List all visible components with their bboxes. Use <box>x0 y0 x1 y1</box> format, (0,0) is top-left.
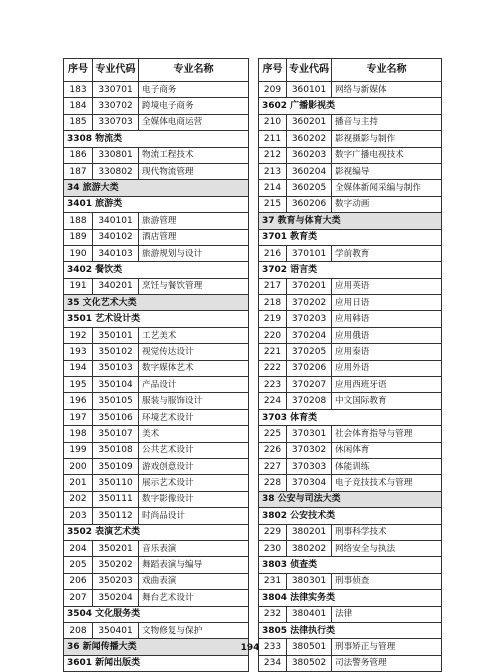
cell-name: 美术 <box>139 426 249 442</box>
subcategory-label: 3804 法律实务类 <box>259 590 442 606</box>
cell-no: 196 <box>64 393 93 409</box>
cell-code: 370204 <box>287 327 332 343</box>
category-row <box>64 295 249 311</box>
subcategory-row <box>64 524 249 540</box>
cell-name: 工艺美术 <box>139 327 249 343</box>
cell-name: 跨境电子商务 <box>139 98 249 114</box>
table-row <box>259 163 442 179</box>
cell-name: 视觉传达设计 <box>139 344 249 360</box>
table-row <box>259 114 442 130</box>
cell-code: 330703 <box>93 114 139 130</box>
cell-no: 219 <box>259 311 287 327</box>
cell-name: 应用俄语 <box>332 327 442 343</box>
cell-code: 350108 <box>93 442 139 458</box>
page-number: 194 <box>240 643 260 653</box>
subcategory-row <box>64 606 249 622</box>
subcategory-label: 3501 艺术设计类 <box>64 311 249 327</box>
table-row <box>259 475 442 491</box>
table-row <box>64 327 249 343</box>
cell-name: 应用泰语 <box>332 344 442 360</box>
cell-code: 350111 <box>93 491 139 507</box>
cell-name: 数字影像设计 <box>139 491 249 507</box>
table-row <box>64 278 249 294</box>
cell-name: 应用韩语 <box>332 311 442 327</box>
cell-name: 音乐表演 <box>139 540 249 556</box>
cell-code: 350112 <box>93 508 139 524</box>
cell-name: 法律 <box>332 606 442 622</box>
cell-code: 350103 <box>93 360 139 376</box>
cell-no: 223 <box>259 377 287 393</box>
cell-no: 217 <box>259 278 287 294</box>
subcategory-label: 3805 法律执行类 <box>259 622 442 638</box>
cell-no: 221 <box>259 344 287 360</box>
table-row <box>259 344 442 360</box>
cell-no: 225 <box>259 426 287 442</box>
cell-code: 360202 <box>287 131 332 147</box>
cell-no: 224 <box>259 393 287 409</box>
cell-no: 184 <box>64 98 93 114</box>
cell-name: 服装与服饰设计 <box>139 393 249 409</box>
right-table <box>258 58 442 672</box>
subcategory-row <box>259 262 442 278</box>
cell-code: 370301 <box>287 426 332 442</box>
cell-code: 360205 <box>287 180 332 196</box>
cell-no: 205 <box>64 557 93 573</box>
cell-name: 刑事矫正与管理 <box>332 639 442 655</box>
table-row <box>259 442 442 458</box>
table-row <box>64 245 249 261</box>
cell-code: 350201 <box>93 540 139 556</box>
category-label: 35 文化艺术大类 <box>64 295 249 311</box>
cell-no: 214 <box>259 180 287 196</box>
cell-name: 酒店管理 <box>139 229 249 245</box>
table-row <box>259 180 442 196</box>
cell-code: 350202 <box>93 557 139 573</box>
cell-no: 218 <box>259 295 287 311</box>
cell-name: 数字媒体艺术 <box>139 360 249 376</box>
subcategory-label: 3702 语言类 <box>259 262 442 278</box>
cell-name: 影视摄影与制作 <box>332 131 442 147</box>
table-row <box>259 606 442 622</box>
cell-code: 360203 <box>287 147 332 163</box>
subcategory-row <box>259 622 442 638</box>
cell-name: 现代物流管理 <box>139 163 249 179</box>
header-no: 序号 <box>259 59 287 82</box>
table-row <box>64 590 249 606</box>
cell-name: 戏曲表演 <box>139 573 249 589</box>
table-row <box>64 540 249 556</box>
cell-no: 191 <box>64 278 93 294</box>
table-row <box>259 131 442 147</box>
table-row <box>259 245 442 261</box>
cell-name: 应用西班牙语 <box>332 377 442 393</box>
cell-name: 中文国际教育 <box>332 393 442 409</box>
cell-name: 环境艺术设计 <box>139 409 249 425</box>
subcategory-row <box>259 508 442 524</box>
cell-name: 舞蹈表演与编导 <box>139 557 249 573</box>
table-row <box>64 98 249 114</box>
cell-name: 旅游规划与设计 <box>139 245 249 261</box>
table-row <box>64 147 249 163</box>
cell-code: 370303 <box>287 458 332 474</box>
header-row <box>64 59 249 82</box>
table-row <box>259 295 442 311</box>
cell-no: 231 <box>259 573 287 589</box>
cell-name: 全媒体电商运营 <box>139 114 249 130</box>
header-name: 专业名称 <box>139 59 249 82</box>
cell-name: 体能训练 <box>332 458 442 474</box>
subcategory-row <box>64 131 249 147</box>
cell-name: 刑事侦查 <box>332 573 442 589</box>
cell-no: 201 <box>64 475 93 491</box>
cell-name: 烹饪与餐饮管理 <box>139 278 249 294</box>
cell-name: 应用日语 <box>332 295 442 311</box>
cell-no: 210 <box>259 114 287 130</box>
subcategory-row <box>259 98 442 114</box>
subcategory-row <box>259 229 442 245</box>
header-row <box>259 59 442 82</box>
cell-no: 212 <box>259 147 287 163</box>
cell-code: 380501 <box>287 639 332 655</box>
cell-name: 刑事科学技术 <box>332 524 442 540</box>
table-row <box>64 163 249 179</box>
cell-code: 350105 <box>93 393 139 409</box>
table-row <box>64 557 249 573</box>
cell-no: 186 <box>64 147 93 163</box>
cell-no: 230 <box>259 540 287 556</box>
category-label: 34 旅游大类 <box>64 180 249 196</box>
cell-no: 188 <box>64 213 93 229</box>
cell-name: 应用外语 <box>332 360 442 376</box>
table-row <box>259 82 442 98</box>
cell-name: 旅游管理 <box>139 213 249 229</box>
cell-code: 350106 <box>93 409 139 425</box>
category-label: 38 公安与司法大类 <box>259 491 442 507</box>
subcategory-label: 3504 文化服务类 <box>64 606 249 622</box>
category-label: 36 新闻传播大类 <box>64 639 249 655</box>
cell-code: 350102 <box>93 344 139 360</box>
table-row <box>64 426 249 442</box>
cell-name: 全媒体新闻采编与制作 <box>332 180 442 196</box>
cell-name: 应用英语 <box>332 278 442 294</box>
cell-code: 380401 <box>287 606 332 622</box>
subcategory-label: 3601 新闻出版类 <box>64 655 249 671</box>
cell-no: 203 <box>64 508 93 524</box>
cell-code: 330802 <box>93 163 139 179</box>
cell-no: 189 <box>64 229 93 245</box>
cell-code: 350401 <box>93 622 139 638</box>
table-row <box>259 524 442 540</box>
cell-no: 187 <box>64 163 93 179</box>
cell-code: 340103 <box>93 245 139 261</box>
cell-code: 330701 <box>93 82 139 98</box>
category-row <box>259 213 442 229</box>
subcategory-row <box>259 557 442 573</box>
cell-no: 228 <box>259 475 287 491</box>
cell-name: 物流工程技术 <box>139 147 249 163</box>
subcategory-label: 3602 广播影视类 <box>259 98 442 114</box>
cell-no: 208 <box>64 622 93 638</box>
cell-code: 370207 <box>287 377 332 393</box>
cell-name: 网络安全与执法 <box>332 540 442 556</box>
subcategory-row <box>64 311 249 327</box>
cell-name: 电子竞技技术与管理 <box>332 475 442 491</box>
cell-name: 影视编导 <box>332 163 442 179</box>
cell-no: 233 <box>259 639 287 655</box>
table-row <box>64 409 249 425</box>
cell-name: 司法警务管理 <box>332 655 442 671</box>
table-row <box>64 475 249 491</box>
table-row <box>259 311 442 327</box>
cell-name: 数字动画 <box>332 196 442 212</box>
cell-no: 185 <box>64 114 93 130</box>
table-row <box>259 327 442 343</box>
cell-code: 350107 <box>93 426 139 442</box>
cell-code: 370302 <box>287 442 332 458</box>
cell-name: 网络与新媒体 <box>332 82 442 98</box>
cell-name: 舞台艺术设计 <box>139 590 249 606</box>
cell-name: 产品设计 <box>139 377 249 393</box>
cell-no: 200 <box>64 458 93 474</box>
cell-no: 204 <box>64 540 93 556</box>
table-row <box>259 278 442 294</box>
cell-name: 公共艺术设计 <box>139 442 249 458</box>
cell-no: 215 <box>259 196 287 212</box>
cell-code: 350109 <box>93 458 139 474</box>
cell-no: 232 <box>259 606 287 622</box>
table-row <box>64 508 249 524</box>
category-row <box>64 180 249 196</box>
table-row <box>259 655 442 671</box>
cell-no: 209 <box>259 82 287 98</box>
table-row <box>64 458 249 474</box>
category-label: 37 教育与体育大类 <box>259 213 442 229</box>
cell-no: 197 <box>64 409 93 425</box>
cell-no: 220 <box>259 327 287 343</box>
cell-name: 展示艺术设计 <box>139 475 249 491</box>
cell-code: 350203 <box>93 573 139 589</box>
subcategory-label: 3402 餐饮类 <box>64 262 249 278</box>
subcategory-label: 3308 物流类 <box>64 131 249 147</box>
cell-no: 190 <box>64 245 93 261</box>
cell-no: 234 <box>259 655 287 671</box>
cell-name: 休闲体育 <box>332 442 442 458</box>
table-row <box>259 377 442 393</box>
header-code: 专业代码 <box>287 59 332 82</box>
cell-code: 370206 <box>287 360 332 376</box>
left-table <box>63 58 249 672</box>
cell-code: 340201 <box>93 278 139 294</box>
table-row <box>64 213 249 229</box>
table-row <box>259 426 442 442</box>
cell-code: 380202 <box>287 540 332 556</box>
cell-name: 播音与主持 <box>332 114 442 130</box>
table-row <box>259 196 442 212</box>
cell-name: 社会体育指导与管理 <box>332 426 442 442</box>
cell-no: 192 <box>64 327 93 343</box>
cell-code: 370304 <box>287 475 332 491</box>
table-row <box>64 393 249 409</box>
table-row <box>64 82 249 98</box>
subcategory-label: 3401 旅游类 <box>64 196 249 212</box>
cell-code: 380201 <box>287 524 332 540</box>
subcategory-row <box>64 262 249 278</box>
cell-code: 330702 <box>93 98 139 114</box>
table-row <box>64 573 249 589</box>
cell-no: 202 <box>64 491 93 507</box>
cell-code: 370208 <box>287 393 332 409</box>
table-row <box>259 147 442 163</box>
cell-name: 时尚品设计 <box>139 508 249 524</box>
cell-name: 文物修复与保护 <box>139 622 249 638</box>
cell-no: 213 <box>259 163 287 179</box>
cell-code: 340101 <box>93 213 139 229</box>
cell-name: 数字广播电视技术 <box>332 147 442 163</box>
table-row <box>259 573 442 589</box>
cell-code: 330801 <box>93 147 139 163</box>
cell-code: 370101 <box>287 245 332 261</box>
cell-code: 370201 <box>287 278 332 294</box>
cell-code: 350104 <box>93 377 139 393</box>
cell-no: 207 <box>64 590 93 606</box>
table-row <box>64 114 249 130</box>
cell-name: 学前教育 <box>332 245 442 261</box>
subcategory-row <box>64 655 249 671</box>
cell-no: 194 <box>64 360 93 376</box>
cell-name: 电子商务 <box>139 82 249 98</box>
cell-no: 198 <box>64 426 93 442</box>
table-row <box>259 458 442 474</box>
cell-code: 360204 <box>287 163 332 179</box>
cell-code: 360201 <box>287 114 332 130</box>
cell-code: 360206 <box>287 196 332 212</box>
header-no: 序号 <box>64 59 93 82</box>
cell-code: 380301 <box>287 573 332 589</box>
table-row <box>259 540 442 556</box>
table-row <box>64 229 249 245</box>
table-row <box>259 393 442 409</box>
cell-no: 216 <box>259 245 287 261</box>
header-name: 专业名称 <box>332 59 442 82</box>
cell-code: 340102 <box>93 229 139 245</box>
subcategory-row <box>64 196 249 212</box>
subcategory-label: 3502 表演艺术类 <box>64 524 249 540</box>
header-code: 专业代码 <box>93 59 139 82</box>
cell-code: 360101 <box>287 82 332 98</box>
subcategory-label: 3703 体育类 <box>259 409 442 425</box>
subcategory-label: 3803 侦查类 <box>259 557 442 573</box>
table-row <box>64 622 249 638</box>
cell-no: 229 <box>259 524 287 540</box>
subcategory-label: 3701 教育类 <box>259 229 442 245</box>
cell-no: 206 <box>64 573 93 589</box>
cell-code: 350204 <box>93 590 139 606</box>
subcategory-row <box>259 409 442 425</box>
table-row <box>64 442 249 458</box>
cell-no: 211 <box>259 131 287 147</box>
cell-no: 227 <box>259 458 287 474</box>
cell-code: 370205 <box>287 344 332 360</box>
cell-code: 350101 <box>93 327 139 343</box>
category-row <box>259 491 442 507</box>
cell-code: 380502 <box>287 655 332 671</box>
cell-no: 193 <box>64 344 93 360</box>
cell-name: 游戏创意设计 <box>139 458 249 474</box>
cell-no: 222 <box>259 360 287 376</box>
table-row <box>259 360 442 376</box>
table-row <box>64 360 249 376</box>
cell-code: 350110 <box>93 475 139 491</box>
subcategory-label: 3802 公安技术类 <box>259 508 442 524</box>
cell-no: 226 <box>259 442 287 458</box>
cell-no: 183 <box>64 82 93 98</box>
cell-code: 370202 <box>287 295 332 311</box>
cell-code: 370203 <box>287 311 332 327</box>
table-row <box>64 377 249 393</box>
table-row <box>64 344 249 360</box>
table-row <box>64 491 249 507</box>
subcategory-row <box>259 590 442 606</box>
cell-no: 195 <box>64 377 93 393</box>
cell-no: 199 <box>64 442 93 458</box>
